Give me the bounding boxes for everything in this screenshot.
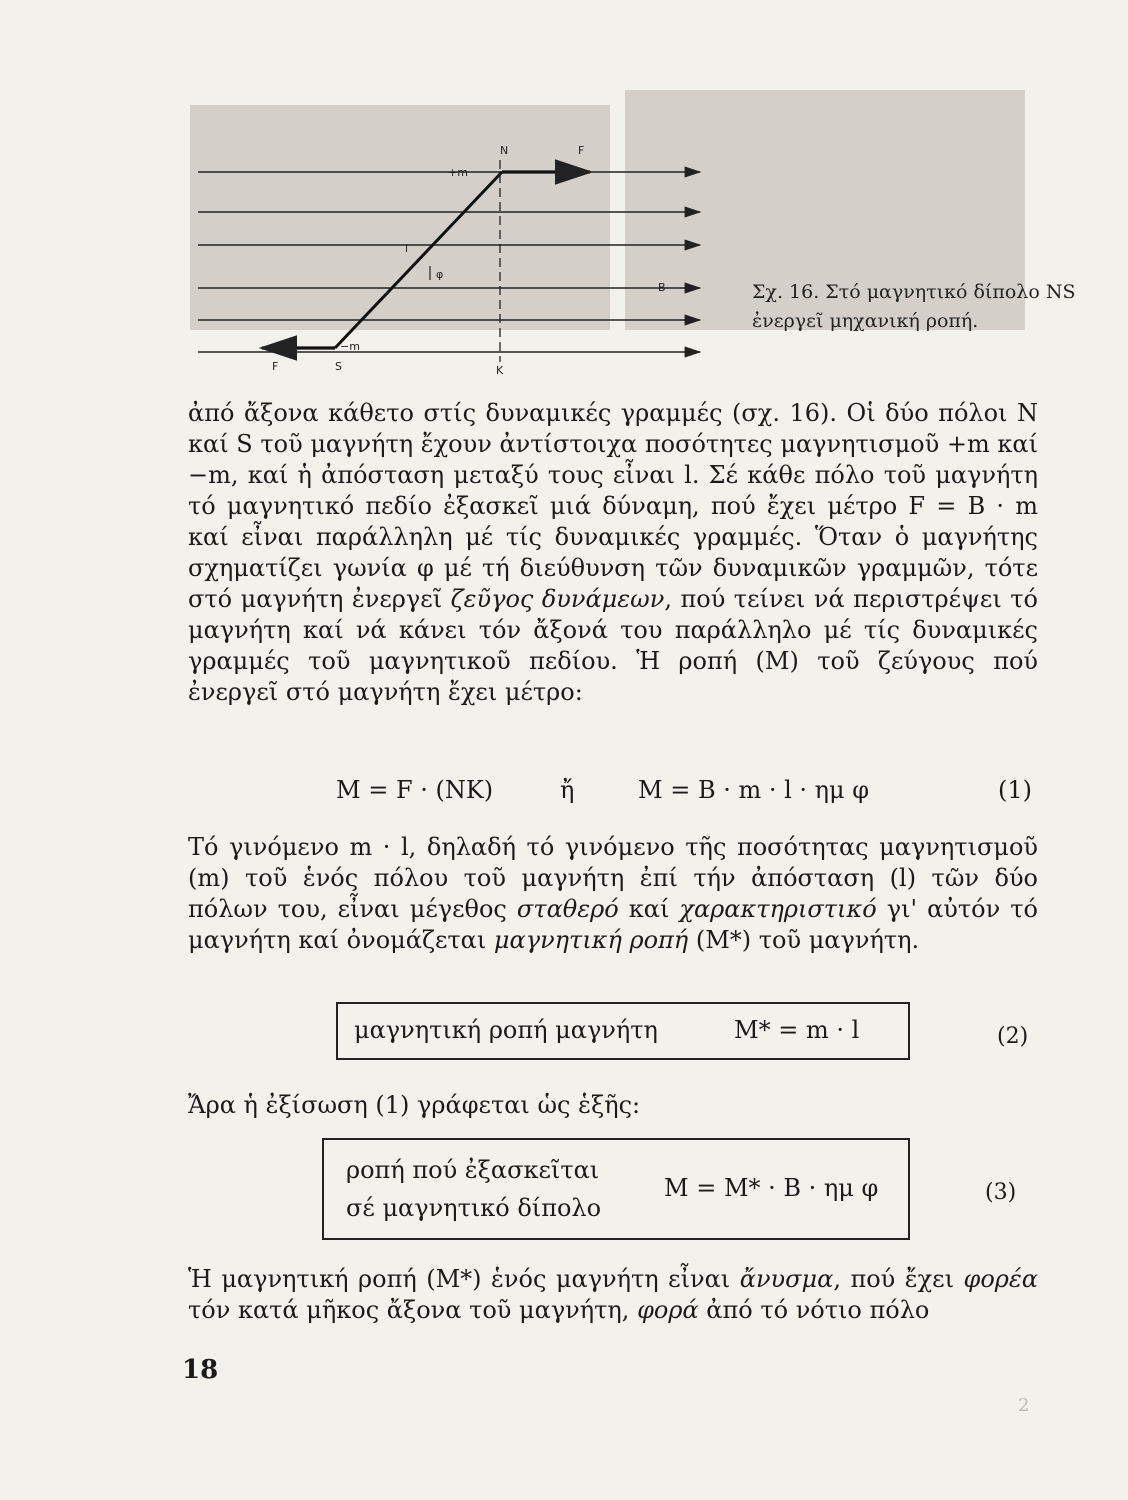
box2-formula: M* = m · l (734, 1016, 860, 1044)
p1-text-b: , πού τείνει νά περιστρέψει τό μαγνήτη καί νά κάνει τόν ἄξονά του παράλληλο μέ τίς δυναμικές γραμμές τοῦ μαγνητικοῦ πεδίου. Ἡ ροπή (M) τοῦ ζεύγους πού ἐνεργεῖ στό μαγνήτη ἔχει μέτρο: (188, 585, 1038, 706)
label-n: N (500, 144, 509, 157)
p4-text-d: ἀπό τό νότιο πόλο (706, 1296, 930, 1324)
magnetic-dipole-figure (180, 120, 740, 390)
box3-line-1: ροπή πού ἐξασκεῖται (346, 1156, 600, 1184)
equation-1 (188, 776, 1038, 812)
paragraph-4 (188, 1264, 1038, 1326)
eq1-or: ἤ (560, 776, 575, 804)
label-phi: φ (436, 268, 444, 281)
paragraph-3: Ἄρα ἡ ἐξίσωση (1) γράφεται ὡς ἑξῆς: (188, 1091, 641, 1119)
label-minus-m: −m (340, 340, 360, 353)
label-f-top: F (578, 144, 585, 157)
label-l: l (405, 242, 409, 255)
label-b: B (658, 281, 666, 294)
paragraph-1 (188, 398, 1038, 708)
eq1-right: M = B · m · l · ημ φ (638, 776, 870, 804)
p4-text-a: Ἡ μαγνητική ροπή (M*) ἑνός μαγνήτη εἶναι (188, 1265, 731, 1293)
eq1-number: (1) (998, 776, 1032, 804)
p4-text-b: , πού ἔχει (833, 1265, 955, 1293)
p2-text-c: (M*) τοῦ μαγνήτη. (695, 926, 920, 954)
page-number: 18 (182, 1355, 219, 1385)
p1-text-a: ἀπό ἄξονα κάθετο στίς δυναμικές γραμμές (σχ. 16). Οἱ δύο πόλοι N καί S τοῦ μαγνήτη ἔχουν ἀντίστοιχα ποσότητες μαγνητισμοῦ +m καί −m, καί ἡ ἀπόσταση μεταξύ τους εἶναι l. Σέ κάθε πόλο τοῦ μαγνήτη τό μαγνητικό πεδίο ἐξασκεῖ μιά δύναμη, πού ἔχει μέτρο F = B · m καί εἶναι παράλληλη μέ τίς δυναμικές γραμμές. Ὅταν ὁ μαγνήτης σχηματίζει γωνία φ μέ τή διεύθυνση τῶν δυναμικῶν γραμμῶν, τότε στό μαγνήτη ἐνεργεῖ (188, 399, 1038, 613)
label-f-bottom: F (272, 360, 279, 373)
equation-3-box (322, 1138, 910, 1240)
bleed-page-number: 2 (1018, 1395, 1030, 1416)
field-lines (198, 172, 700, 352)
p1-emphasis: ζεῦγος δυνάμεων (450, 585, 665, 613)
paragraph-2 (188, 832, 1038, 956)
p2-text-a: Τό γινόμενο m · l, δηλαδή τό γινόμενο τῆς ποσότητας μαγνητισμοῦ (m) τοῦ ἑνός πόλου τοῦ μαγνήτη ἐπί τήν ἀπόσταση (l) τῶν δύο πόλων του, εἶναι μέγεθος (188, 833, 1038, 923)
p2-emphasis-3: μαγνητική ροπή (493, 926, 689, 954)
p4-text-c: τόν κατά μῆκος ἄξονα τοῦ μαγνήτη, (188, 1296, 630, 1324)
p4-emphasis-1: ἄνυσμα (739, 1265, 834, 1293)
magnet-axis (335, 172, 502, 348)
equation-2-box (336, 1002, 910, 1060)
label-s: S (335, 360, 342, 373)
eq1-left: M = F · (NK) (336, 776, 494, 804)
label-k: K (496, 364, 504, 377)
box2-label: μαγνητική ροπή μαγνήτη (354, 1016, 658, 1044)
box3-line-2: σέ μαγνητικό δίπολο (346, 1194, 602, 1222)
p4-emphasis-2: φορέα (963, 1265, 1038, 1293)
equation-3-number: (3) (985, 1180, 1017, 1205)
p4-emphasis-3: φορά (637, 1296, 699, 1324)
p2-emphasis-2: χαρακτηριστικό (679, 895, 877, 923)
p2-text-b: γι' αὐτόν τό μαγνήτη καί ὀνομάζεται (188, 895, 1038, 954)
label-plus-m: +m (448, 166, 468, 179)
figure-caption: Σχ. 16. Στό μαγνητικό δίπολο NS ἐνεργεῖ μηχανική ροπή. (752, 281, 1076, 332)
equation-2-number: (2) (997, 1024, 1029, 1049)
box3-formula: M = M* · B · ημ φ (664, 1174, 879, 1202)
p2-text-mid: καί (628, 895, 670, 923)
p2-emphasis-1: σταθερό (516, 895, 619, 923)
